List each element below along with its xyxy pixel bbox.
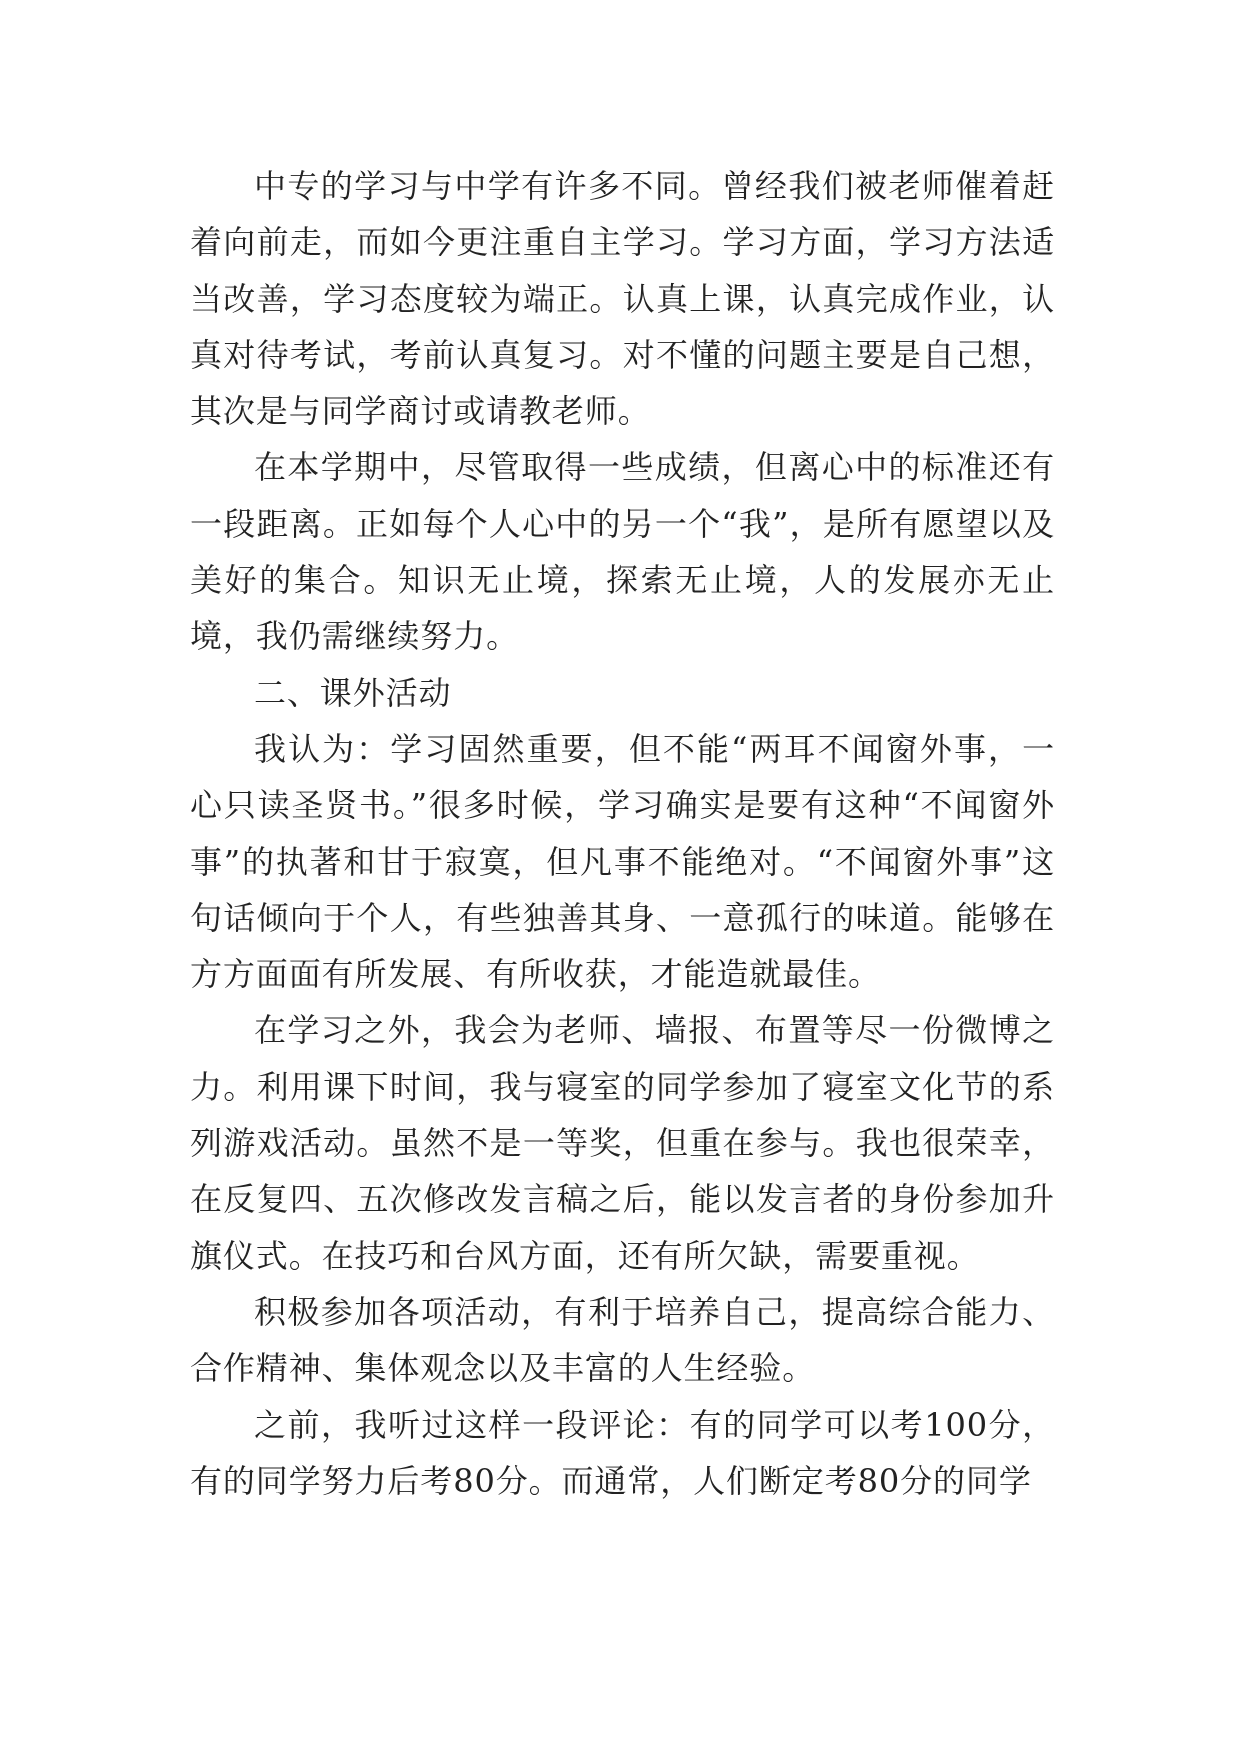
- paragraph-semester-reflection: 在本学期中，尽管取得一些成绩，但离心中的标准还有一段距离。正如每个人心中的另一个“我”，是所有愿望以及美好的集合。知识无止境，探索无止境，人的发展亦无止境，我仍需继续努力。: [190, 448, 1055, 656]
- paragraph-opinion: 我认为：学习固然重要，但不能“两耳不闻窗外事，一心只读圣贤书。”很多时候，学习确实是要有这种“不闻窗外事”的执著和甘于寂寞，但凡事不能绝对。“不闻窗外事”这句话倾向于个人，有些独善其身、一意孤行的味道。能够在方方面面有所发展、有所收获，才能造就最佳。: [190, 729, 1055, 994]
- paragraph-activities: 在学习之外，我会为老师、墙报、布置等尽一份微博之力。利用课下时间，我与寝室的同学参加了寝室文化节的系列游戏活动。虽然不是一等奖，但重在参与。我也很荣幸，在反复四、五次修改发言稿之后，能以发言者的身份参加升旗仪式。在技巧和台风方面，还有所欠缺，需要重视。: [190, 1011, 1055, 1275]
- paragraph-comment: 之前，我听过这样一段评论：有的同学可以考100分，有的同学努力后考80分。而通常，人们断定考80分的同学: [190, 1405, 1055, 1500]
- section-heading-extracurricular: 二、课外活动: [254, 673, 452, 712]
- paragraph-benefits: 积极参加各项活动，有利于培养自己，提高综合能力、合作精神、集体观念以及丰富的人生经验。: [190, 1292, 1055, 1388]
- document-body: [190, 158, 1055, 1509]
- paragraph-study: 中专的学习与中学有许多不同。曾经我们被老师催着赶着向前走，而如今更注重自主学习。学习方面，学习方法适当改善，学习态度较为端正。认真上课，认真完成作业，认真对待考试，考前认真复习。对不懂的问题主要是自己想，其次是与同学商讨或请教老师。: [190, 167, 1055, 431]
